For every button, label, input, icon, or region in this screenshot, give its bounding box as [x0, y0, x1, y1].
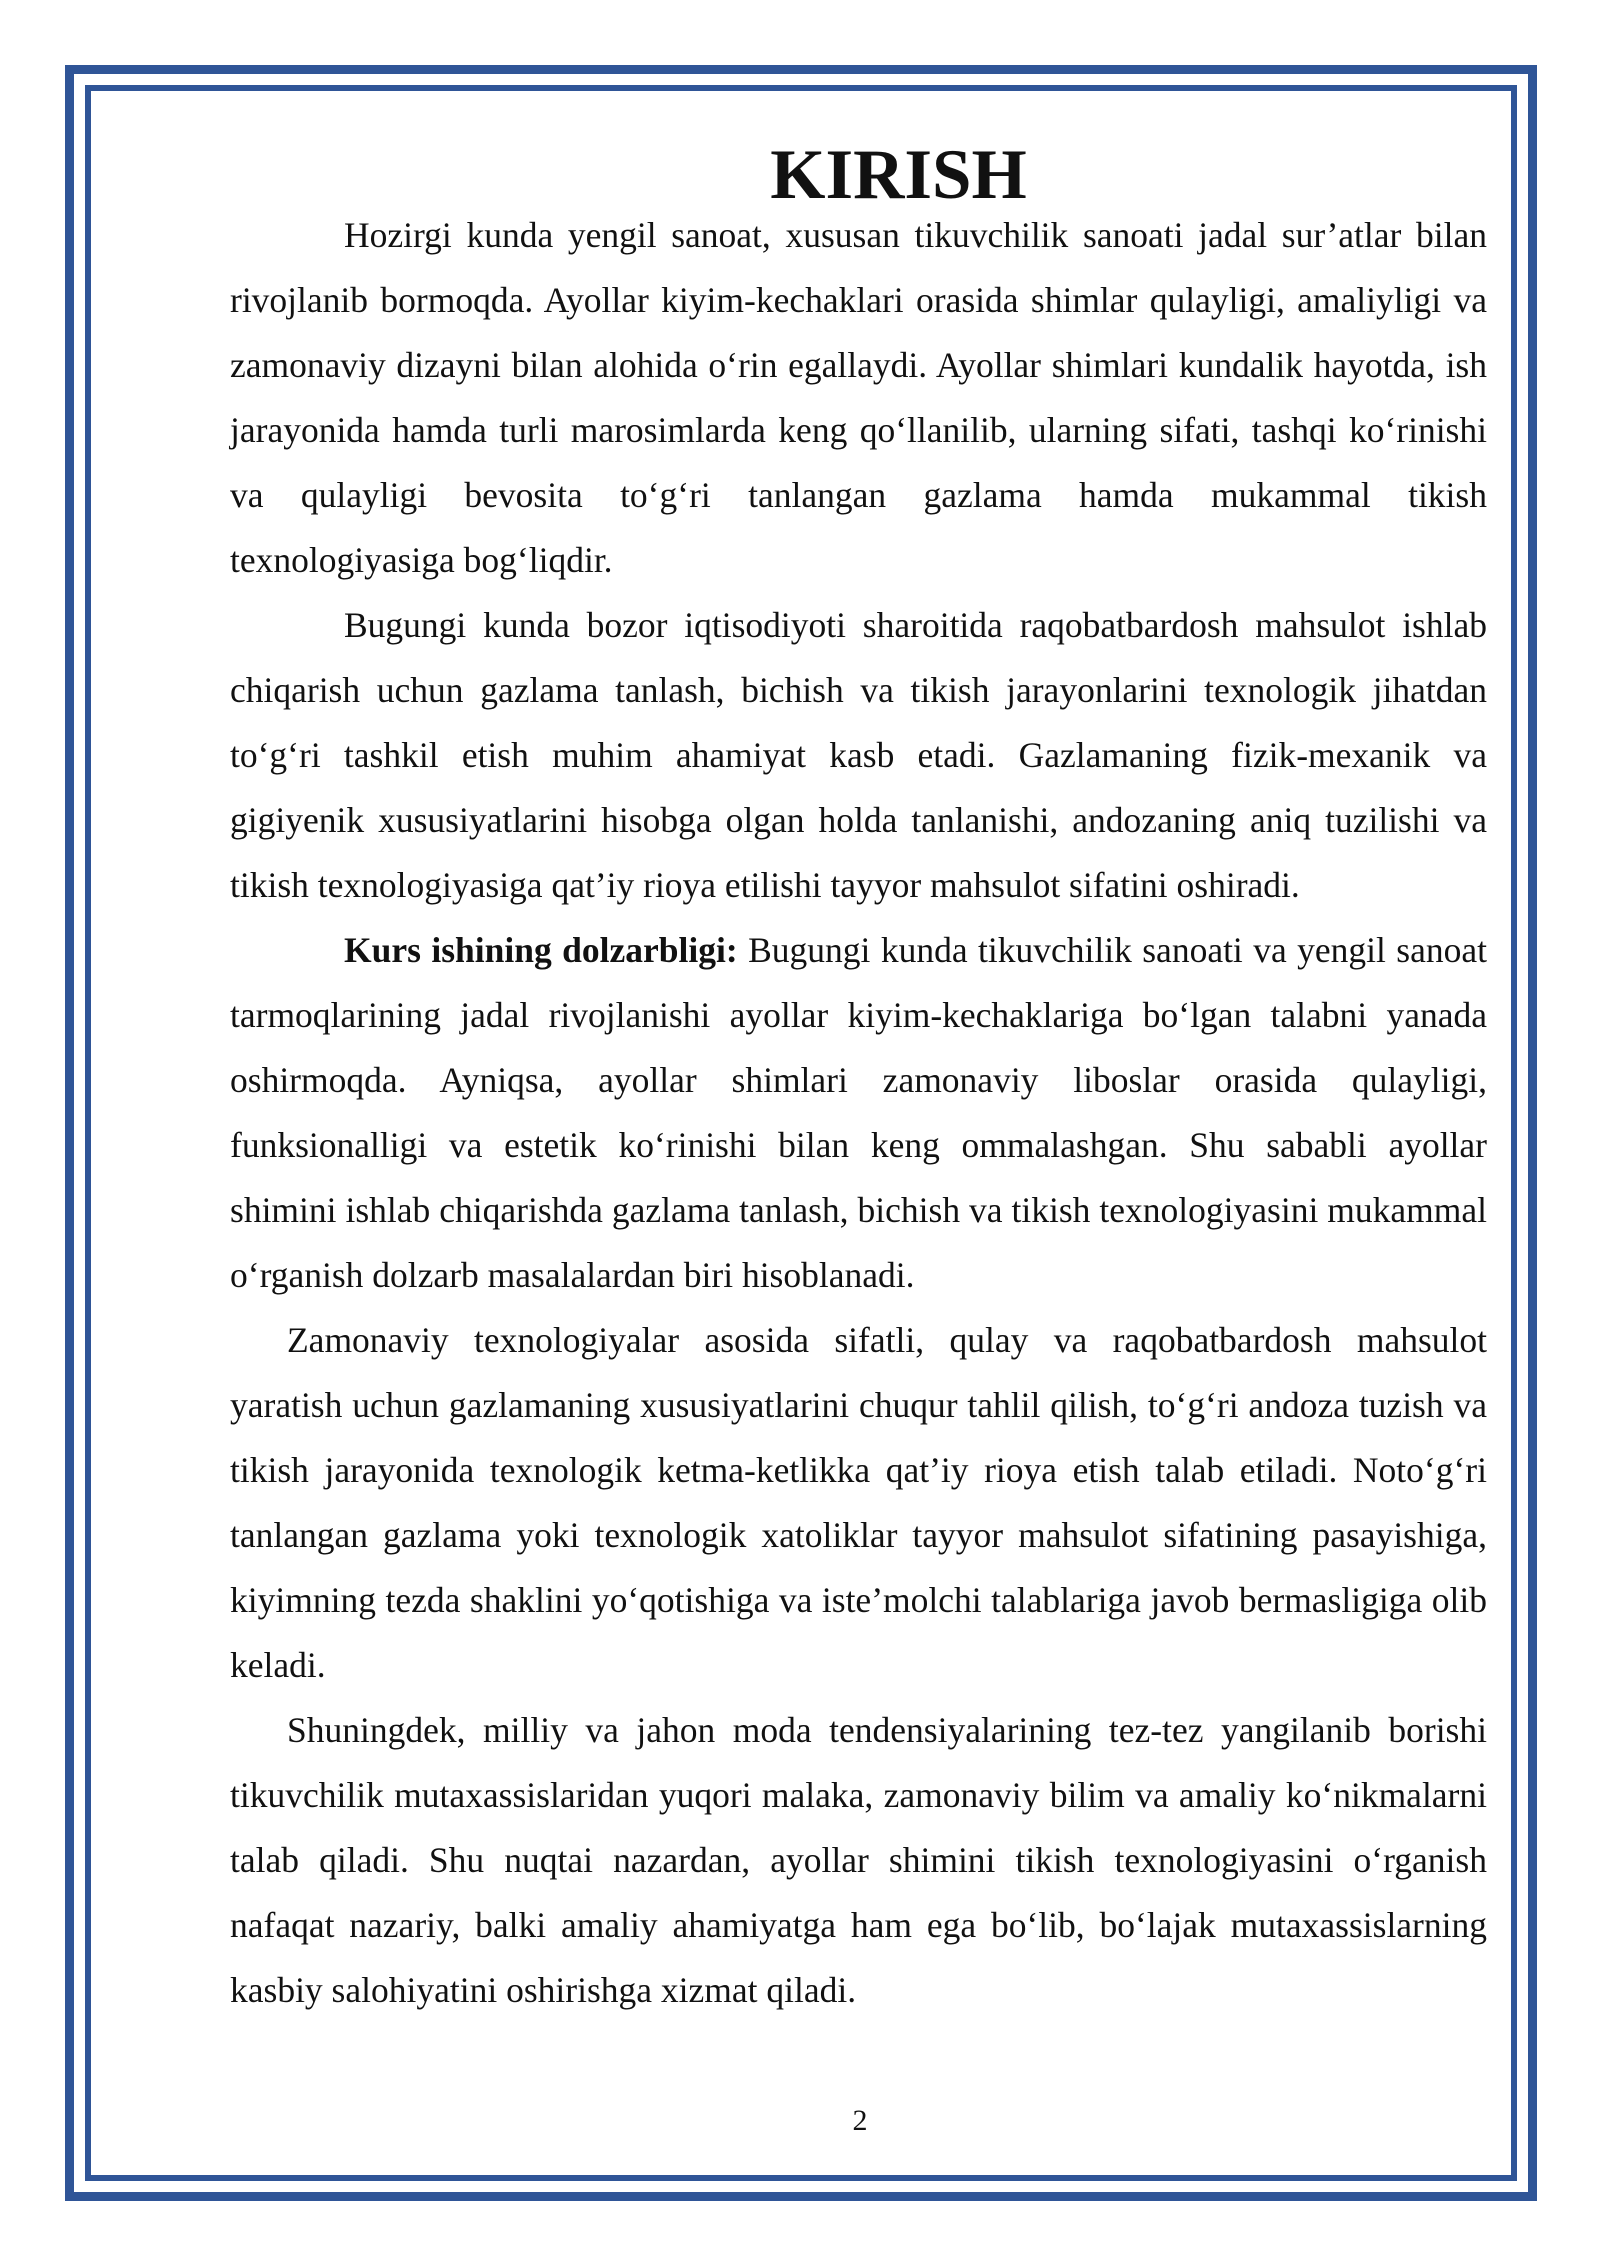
- paragraph-technology: Zamonaviy texnologiyalar asosida sifatli, qulay va raqobatbardosh mahsulot yaratish uchun gazlamaning xususiyatlarini chuqur tahlil qilish, to‘g‘ri andoza tuzish va tikish jarayonida texnologik ketma-ketlikka qat’iy rioya etish talab etiladi. Noto‘g‘ri tanlangan gazlama yoki texnologik xatoliklar tayyor mahsulot sifatining pasayishiga, kiyimning tezda shaklini yo‘qotishiga va iste’molchi talablariga javob bermasligiga olib keladi.: [230, 1320, 1487, 1685]
- paragraph-intro: Hozirgi kunda yengil sanoat, xususan tikuvchilik sanoati jadal sur’atlar bilan rivojlanib bormoqda. Ayollar kiyim-kechaklari orasida shimlar qulayligi, amaliyligi va zamonaviy dizayni bilan alohida o‘rin egallaydi. Ayollar shimlari kundalik hayotda, ish jarayonida hamda turli marosimlarda keng qo‘llanilib, ularning sifati, tashqi ko‘rinishi va qulayligi bevosita to‘g‘ri tanlangan gazlama hamda mukammal tikish texnologiyasiga bog‘liqdir.: [230, 215, 1487, 580]
- page-content: [230, 136, 1487, 2023]
- paragraph-market: Bugungi kunda bozor iqtisodiyoti sharoitida raqobatbardosh mahsulot ishlab chiqarish uchun gazlama tanlash, bichish va tikish jarayonlarini texnologik jihatdan to‘g‘ri tashkil etish muhim ahamiyat kasb etadi. Gazlamaning fizik-mexanik va gigiyenik xususiyatlarini hisobga olgan holda tanlanishi, andozaning aniq tuzilishi va tikish texnologiyasiga qat’iy rioya etilishi tayyor mahsulot sifatini oshiradi.: [230, 605, 1487, 905]
- paragraph-fashion: Shuningdek, milliy va jahon moda tendensiyalarining tez-tez yangilanib borishi tikuvchilik mutaxassislaridan yuqori malaka, zamonaviy bilim va amaliy ko‘nikmalarni talab qiladi. Shu nuqtai nazardan, ayollar shimini tikish texnologiyasini o‘rganish nafaqat nazariy, balki amaliy ahamiyatga ham ega bo‘lib, bo‘lajak mutaxassislarning kasbiy salohiyatini oshirishga xizmat qiladi.: [230, 1710, 1487, 2010]
- relevance-text: Bugungi kunda tikuvchilik sanoati va yengil sanoat tarmoqlarining jadal rivojlanishi ayollar kiyim-kechaklariga bo‘lgan talabni yanada oshirmoqda. Ayniqsa, ayollar shimlari zamonaviy liboslar orasida qulayligi, funksionalligi va estetik ko‘rinishi bilan keng ommalashgan. Shu sababli ayollar shimini ishlab chiqarishda gazlama tanlash, bichish va tikish texnologiyasini mukammal o‘rganish dolzarb masalalardan biri hisoblanadi.: [230, 930, 1487, 1295]
- paragraph-relevance: [230, 918, 1487, 1308]
- relevance-lead: Kurs ishining dolzarbligi:: [344, 930, 738, 970]
- page-number: 2: [852, 2104, 868, 2137]
- section-title: KIRISH: [770, 136, 1027, 214]
